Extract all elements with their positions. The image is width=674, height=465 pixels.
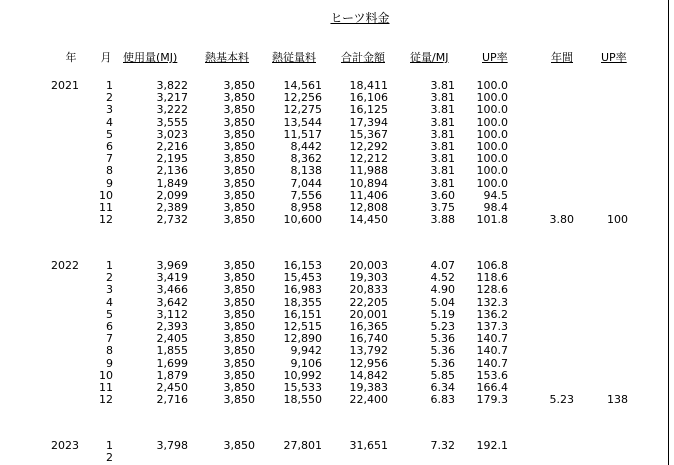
cell-total: 22,400 [349, 393, 388, 406]
cell-up-rate: 166.4 [476, 381, 508, 394]
cell-variable: 7,044 [290, 177, 322, 190]
cell-total: 16,106 [349, 91, 388, 104]
cell-per-mj: 6.34 [430, 381, 455, 394]
cell-per-mj: 3.81 [430, 103, 455, 116]
cell-up-rate: 100.0 [476, 164, 508, 177]
cell-per-mj: 3.81 [430, 177, 455, 190]
cell-variable: 8,138 [290, 164, 322, 177]
cell-month: 2 [106, 91, 113, 104]
cell-total: 20,001 [349, 308, 388, 321]
cell-basic: 3,850 [223, 152, 255, 165]
cell-year: 2023 [51, 439, 79, 452]
cell-month: 8 [106, 344, 113, 357]
cell-total: 15,367 [349, 128, 388, 141]
cell-month: 11 [99, 381, 113, 394]
sheet-title: ヒーツ料金 [330, 11, 390, 25]
cell-up-rate: 118.6 [476, 271, 508, 284]
cell-per-mj: 5.04 [430, 296, 455, 309]
header-month: 月 [100, 51, 112, 64]
cell-per-mj: 6.83 [430, 393, 455, 406]
cell-basic: 3,850 [223, 271, 255, 284]
cell-per-mj: 3.60 [430, 189, 455, 202]
cell-basic: 3,850 [223, 128, 255, 141]
cell-month: 2 [106, 451, 113, 464]
cell-basic: 3,850 [223, 369, 255, 382]
header-usage: 使用量(MJ) [123, 51, 178, 64]
cell-variable: 10,992 [283, 369, 322, 382]
cell-per-mj: 5.19 [430, 308, 455, 321]
header-annual: 年間 [551, 51, 573, 64]
cell-variable: 16,153 [283, 259, 322, 272]
cell-basic: 3,850 [223, 393, 255, 406]
header-variable: 熱従量料 [272, 51, 316, 64]
cell-up-rate: 106.8 [476, 259, 508, 272]
cell-basic: 3,850 [223, 259, 255, 272]
header-basic: 熱基本料 [205, 51, 249, 64]
cell-up-rate: 94.5 [483, 189, 508, 202]
cell-usage: 2,716 [156, 393, 188, 406]
cell-usage: 3,023 [156, 128, 188, 141]
cell-usage: 1,855 [156, 344, 188, 357]
cell-variable: 13,544 [283, 116, 322, 129]
cell-usage: 2,099 [156, 189, 188, 202]
cell-total: 16,125 [349, 103, 388, 116]
cell-per-mj: 3.81 [430, 116, 455, 129]
cell-total: 18,411 [349, 79, 388, 92]
cell-month: 12 [99, 393, 113, 406]
cell-variable: 8,442 [290, 140, 322, 153]
cell-variable: 14,561 [283, 79, 322, 92]
cell-month: 6 [106, 140, 113, 153]
cell-total: 10,894 [349, 177, 388, 190]
cell-month: 5 [106, 308, 113, 321]
cell-usage: 3,112 [156, 308, 188, 321]
cell-up-rate: 100.0 [476, 152, 508, 165]
cell-per-mj: 3.75 [430, 201, 455, 214]
cell-up-rate: 100.0 [476, 140, 508, 153]
cell-total: 12,212 [349, 152, 388, 165]
cell-usage: 2,405 [156, 332, 188, 345]
cell-total: 13,792 [349, 344, 388, 357]
cell-basic: 3,850 [223, 213, 255, 226]
cell-variable: 12,515 [283, 320, 322, 333]
header-year: 年 [65, 51, 77, 64]
cell-basic: 3,850 [223, 164, 255, 177]
cell-year: 2022 [51, 259, 79, 272]
cell-basic: 3,850 [223, 439, 255, 452]
cell-up-rate: 179.3 [476, 393, 508, 406]
sheet-border [668, 0, 669, 465]
header-annual-up: UP率 [601, 51, 627, 64]
cell-month: 12 [99, 213, 113, 226]
cell-basic: 3,850 [223, 103, 255, 116]
cell-up-rate: 100.0 [476, 128, 508, 141]
cell-per-mj: 5.36 [430, 344, 455, 357]
cell-month: 1 [106, 439, 113, 452]
cell-total: 22,205 [349, 296, 388, 309]
cell-variable: 8,362 [290, 152, 322, 165]
cell-per-mj: 3.81 [430, 128, 455, 141]
cell-annual-up: 100 [607, 213, 628, 226]
cell-up-rate: 153.6 [476, 369, 508, 382]
cell-up-rate: 98.4 [483, 201, 508, 214]
cell-up-rate: 140.7 [476, 332, 508, 345]
cell-up-rate: 140.7 [476, 344, 508, 357]
cell-usage: 2,393 [156, 320, 188, 333]
cell-total: 11,406 [349, 189, 388, 202]
cell-per-mj: 5.36 [430, 332, 455, 345]
cell-month: 9 [106, 177, 113, 190]
cell-total: 20,003 [349, 259, 388, 272]
cell-month: 4 [106, 296, 113, 309]
cell-variable: 16,151 [283, 308, 322, 321]
cell-month: 7 [106, 332, 113, 345]
cell-variable: 12,275 [283, 103, 322, 116]
cell-variable: 18,550 [283, 393, 322, 406]
cell-total: 11,988 [349, 164, 388, 177]
cell-usage: 2,732 [156, 213, 188, 226]
cell-total: 12,292 [349, 140, 388, 153]
cell-usage: 1,849 [156, 177, 188, 190]
cell-basic: 3,850 [223, 308, 255, 321]
cell-variable: 27,801 [283, 439, 322, 452]
cell-up-rate: 137.3 [476, 320, 508, 333]
cell-total: 19,303 [349, 271, 388, 284]
cell-usage: 3,466 [156, 283, 188, 296]
cell-up-rate: 140.7 [476, 357, 508, 370]
cell-up-rate: 101.8 [476, 213, 508, 226]
cell-up-rate: 100.0 [476, 116, 508, 129]
cell-per-mj: 5.85 [430, 369, 455, 382]
cell-variable: 9,106 [290, 357, 322, 370]
header-total: 合計金額 [341, 51, 385, 64]
cell-variable: 15,453 [283, 271, 322, 284]
cell-usage: 3,555 [156, 116, 188, 129]
cell-usage: 2,216 [156, 140, 188, 153]
cell-up-rate: 100.0 [476, 103, 508, 116]
cell-variable: 15,533 [283, 381, 322, 394]
cell-variable: 8,958 [290, 201, 322, 214]
cell-per-mj: 4.90 [430, 283, 455, 296]
cell-total: 12,956 [349, 357, 388, 370]
cell-basic: 3,850 [223, 116, 255, 129]
cell-basic: 3,850 [223, 296, 255, 309]
cell-total: 12,808 [349, 201, 388, 214]
header-per-mj: 従量/MJ [410, 51, 449, 64]
cell-per-mj: 7.32 [430, 439, 455, 452]
cell-basic: 3,850 [223, 381, 255, 394]
cell-total: 14,842 [349, 369, 388, 382]
cell-usage: 3,217 [156, 91, 188, 104]
cell-usage: 2,450 [156, 381, 188, 394]
cell-month: 2 [106, 271, 113, 284]
cell-per-mj: 3.81 [430, 140, 455, 153]
cell-month: 1 [106, 259, 113, 272]
cell-up-rate: 132.3 [476, 296, 508, 309]
cell-per-mj: 4.07 [430, 259, 455, 272]
cell-usage: 3,222 [156, 103, 188, 116]
cell-usage: 3,798 [156, 439, 188, 452]
cell-month: 11 [99, 201, 113, 214]
cell-up-rate: 100.0 [476, 79, 508, 92]
cell-basic: 3,850 [223, 189, 255, 202]
cell-variable: 12,890 [283, 332, 322, 345]
cell-per-mj: 5.23 [430, 320, 455, 333]
cell-annual: 5.23 [549, 393, 574, 406]
cell-basic: 3,850 [223, 344, 255, 357]
cell-month: 5 [106, 128, 113, 141]
cell-per-mj: 5.36 [430, 357, 455, 370]
cell-usage: 3,642 [156, 296, 188, 309]
cell-per-mj: 3.81 [430, 91, 455, 104]
cell-per-mj: 3.81 [430, 79, 455, 92]
cell-total: 16,365 [349, 320, 388, 333]
header-up-rate: UP率 [482, 51, 508, 64]
cell-variable: 7,556 [290, 189, 322, 202]
cell-usage: 1,699 [156, 357, 188, 370]
cell-basic: 3,850 [223, 79, 255, 92]
cell-total: 16,740 [349, 332, 388, 345]
cell-annual-up: 138 [607, 393, 628, 406]
cell-usage: 3,419 [156, 271, 188, 284]
cell-month: 9 [106, 357, 113, 370]
cell-month: 10 [99, 369, 113, 382]
cell-annual: 3.80 [549, 213, 574, 226]
cell-up-rate: 192.1 [476, 439, 508, 452]
cell-basic: 3,850 [223, 140, 255, 153]
cell-basic: 3,850 [223, 283, 255, 296]
cell-usage: 2,136 [156, 164, 188, 177]
cell-usage: 2,195 [156, 152, 188, 165]
cell-variable: 11,517 [283, 128, 322, 141]
cell-up-rate: 136.2 [476, 308, 508, 321]
cell-month: 1 [106, 79, 113, 92]
cell-month: 6 [106, 320, 113, 333]
cell-up-rate: 100.0 [476, 177, 508, 190]
cell-up-rate: 100.0 [476, 91, 508, 104]
cell-variable: 9,942 [290, 344, 322, 357]
cell-total: 19,383 [349, 381, 388, 394]
cell-per-mj: 4.52 [430, 271, 455, 284]
cell-variable: 16,983 [283, 283, 322, 296]
cell-basic: 3,850 [223, 320, 255, 333]
cell-per-mj: 3.88 [430, 213, 455, 226]
cell-total: 31,651 [349, 439, 388, 452]
cell-basic: 3,850 [223, 91, 255, 104]
cell-total: 20,833 [349, 283, 388, 296]
cell-per-mj: 3.81 [430, 164, 455, 177]
cell-variable: 18,355 [283, 296, 322, 309]
cell-usage: 3,822 [156, 79, 188, 92]
cell-month: 3 [106, 103, 113, 116]
cell-total: 17,394 [349, 116, 388, 129]
cell-month: 7 [106, 152, 113, 165]
cell-month: 10 [99, 189, 113, 202]
cell-usage: 2,389 [156, 201, 188, 214]
cell-usage: 3,969 [156, 259, 188, 272]
cell-total: 14,450 [349, 213, 388, 226]
cell-usage: 1,879 [156, 369, 188, 382]
cell-basic: 3,850 [223, 332, 255, 345]
cell-basic: 3,850 [223, 201, 255, 214]
cell-basic: 3,850 [223, 357, 255, 370]
cell-basic: 3,850 [223, 177, 255, 190]
cell-per-mj: 3.81 [430, 152, 455, 165]
cell-up-rate: 128.6 [476, 283, 508, 296]
cell-year: 2021 [51, 79, 79, 92]
cell-variable: 10,600 [283, 213, 322, 226]
cell-month: 3 [106, 283, 113, 296]
cell-month: 8 [106, 164, 113, 177]
cell-variable: 12,256 [283, 91, 322, 104]
cell-month: 4 [106, 116, 113, 129]
